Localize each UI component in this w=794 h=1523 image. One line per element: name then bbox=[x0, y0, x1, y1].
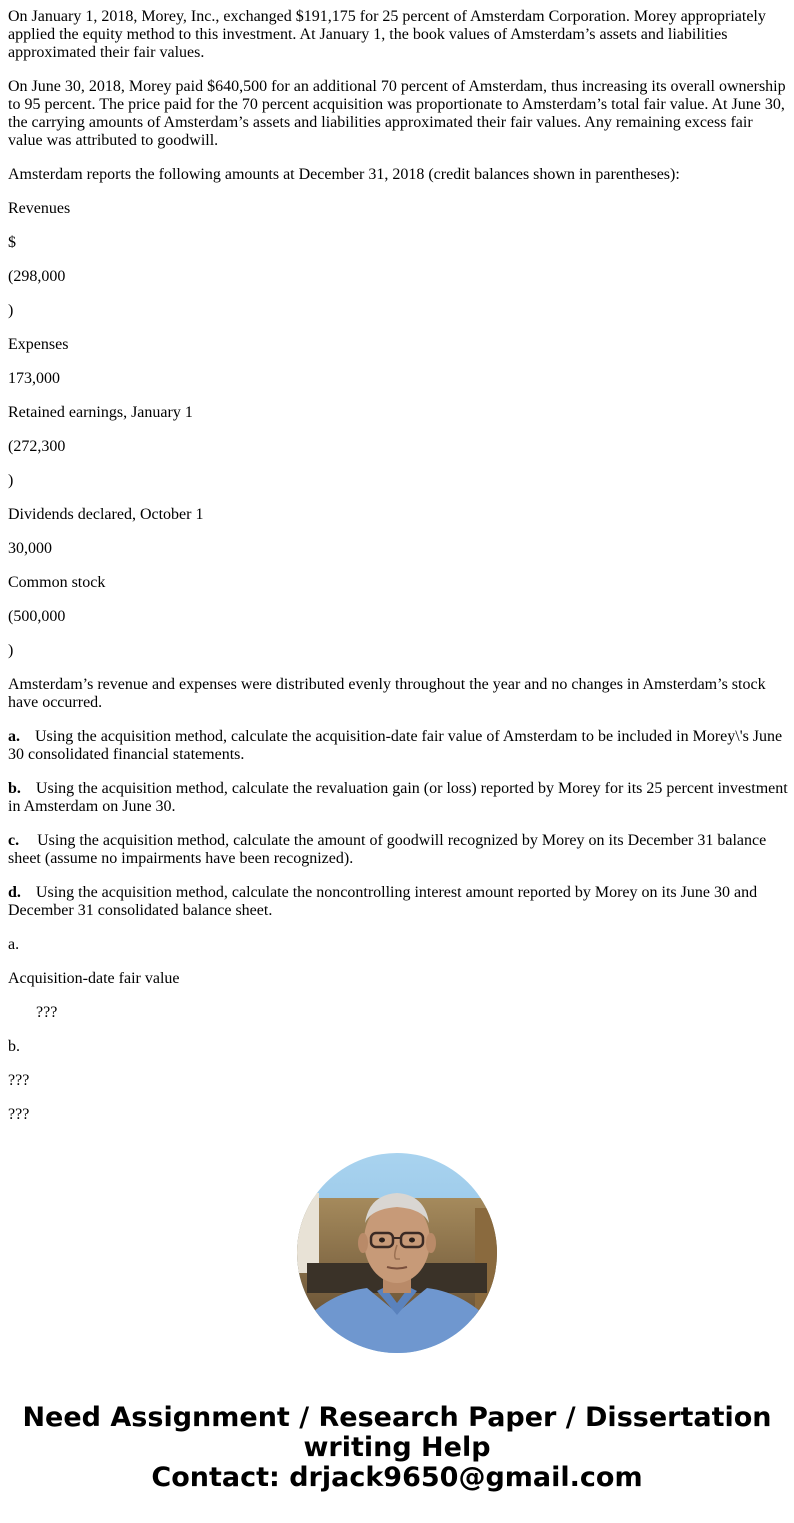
after-table-paragraph: Amsterdam’s revenue and expenses were distributed evenly throughout the year and no changes in Amsterdam’s stock have occurred. bbox=[8, 676, 766, 711]
question-d-text: Using the acquisition method, calculate the noncontrolling interest amount reported by Morey on its June 30 and December 31 consolidated balance sheet. bbox=[8, 884, 758, 919]
question-a-text: Using the acquisition method, calculate the acquisition-date fair value of Amsterdam to be included in Morey\'s June 30 consolidated financial statements. bbox=[8, 728, 783, 763]
question-c bbox=[8, 832, 788, 868]
author-avatar bbox=[297, 1153, 497, 1353]
question-a bbox=[8, 728, 788, 764]
intro-paragraph-2: On June 30, 2018, Morey paid $640,500 for an additional 70 percent of Amsterdam, thus increasing its overall ownership to 95 percent. The price paid for the 70 percent acquisition was proportionate to Amsterdam’s total fair value. At June 30, the carrying amounts of Amsterdam’s assets and liabilities approximated their fair values. Any remaining excess fair value was attributed to goodwill. bbox=[8, 78, 786, 149]
row-retained-earnings-label: Retained earnings, January 1 bbox=[8, 404, 193, 421]
row-common-stock-label: Common stock bbox=[8, 574, 106, 591]
answer-a-label: Acquisition-date fair value bbox=[8, 970, 180, 987]
question-c-text: Using the acquisition method, calculate the amount of goodwill recognized by Morey on its December 31 balance sheet (assume no impairments have been recognized). bbox=[8, 832, 767, 867]
row-dividends-value: 30,000 bbox=[8, 540, 52, 557]
row-expenses-value: 173,000 bbox=[8, 370, 60, 387]
row-expenses-label: Expenses bbox=[8, 336, 69, 353]
row-revenues-close: ) bbox=[8, 302, 14, 319]
question-content bbox=[8, 0, 788, 1140]
promo-line-1: Need Assignment / Research Paper / Dissertation bbox=[22, 1402, 772, 1433]
row-revenues-label: Revenues bbox=[8, 200, 71, 217]
intro-paragraph-1: On January 1, 2018, Morey, Inc., exchanged $191,175 for 25 percent of Amsterdam Corporation. Morey appropriately applied the equity method to this investment. At January 1, the book values of Amsterdam’s assets and liabilities approximated their fair values. bbox=[8, 8, 766, 61]
promo-line-2: writing Help bbox=[303, 1432, 491, 1463]
question-b bbox=[8, 780, 788, 816]
answer-b-value-1: ??? bbox=[8, 1072, 30, 1089]
row-revenues-currency: $ bbox=[8, 234, 16, 251]
avatar-portrait-illustration bbox=[297, 1153, 497, 1353]
row-dividends-label: Dividends declared, October 1 bbox=[8, 506, 204, 523]
row-revenues-value: (298,000 bbox=[8, 268, 66, 285]
answer-a-value: ??? bbox=[36, 1004, 58, 1021]
row-common-stock-close: ) bbox=[8, 642, 14, 659]
answer-a-letter: a. bbox=[8, 936, 20, 953]
question-a-letter: a. bbox=[8, 728, 20, 745]
row-common-stock-value: (500,000 bbox=[8, 608, 66, 625]
promo-contact-email: Contact: drjack9650@gmail.com bbox=[151, 1462, 643, 1493]
question-d-letter: d. bbox=[8, 884, 21, 901]
row-retained-earnings-close: ) bbox=[8, 472, 14, 489]
answer-b-letter: b. bbox=[8, 1038, 20, 1055]
contact-banner bbox=[0, 1403, 794, 1493]
row-retained-earnings-value: (272,300 bbox=[8, 438, 66, 455]
question-c-letter: c. bbox=[8, 832, 20, 849]
question-b-letter: b. bbox=[8, 780, 21, 797]
question-b-text: Using the acquisition method, calculate the revaluation gain (or loss) reported by Morey for its 25 percent investment in Amsterdam on June 30. bbox=[8, 780, 788, 815]
intro-paragraph-3: Amsterdam reports the following amounts at December 31, 2018 (credit balances shown in parentheses): bbox=[8, 166, 680, 183]
question-d bbox=[8, 884, 788, 920]
answer-b-value-2: ??? bbox=[8, 1106, 30, 1123]
